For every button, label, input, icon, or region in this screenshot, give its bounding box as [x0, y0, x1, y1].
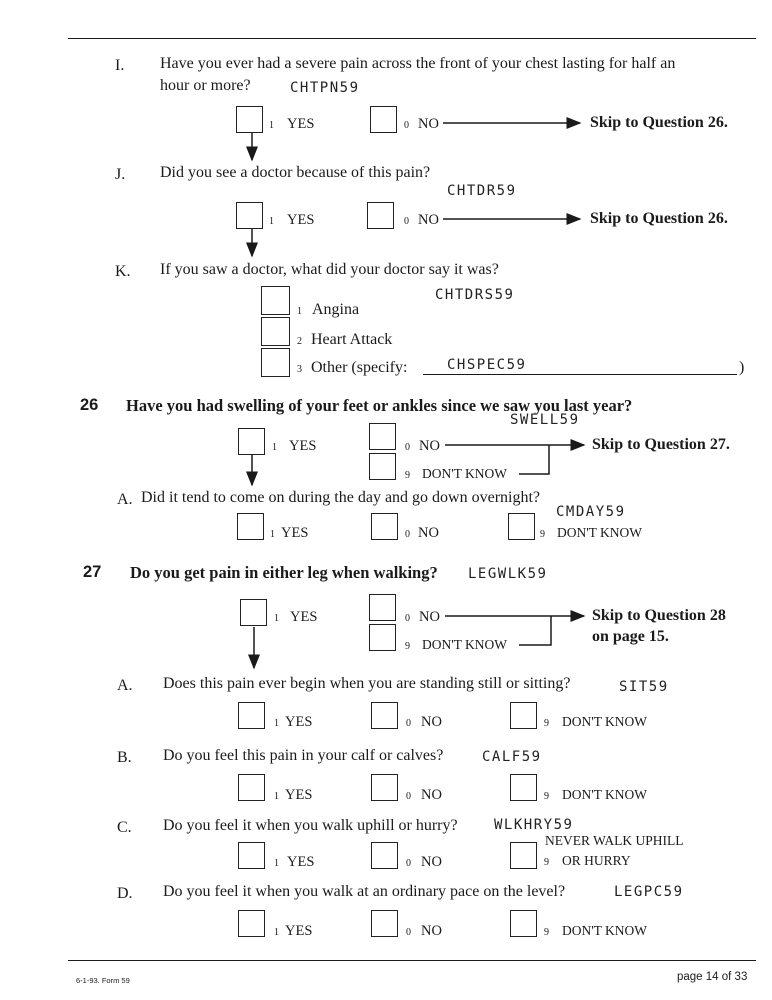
- q-i-yes-label: YES: [287, 116, 315, 132]
- q27-yes-label: YES: [290, 609, 318, 625]
- q27a-no-checkbox[interactable]: [371, 702, 398, 729]
- q27a-yes-code: 1: [274, 718, 279, 729]
- q-k-heart-attack-checkbox[interactable]: [261, 317, 290, 346]
- q27c-yes-code: 1: [274, 858, 279, 869]
- q-k-heart-attack-label: Heart Attack: [311, 331, 393, 348]
- q-i-no-checkbox[interactable]: [370, 106, 397, 133]
- q-k-variable: CHTDRS59: [435, 287, 515, 303]
- q27a-dont-know-checkbox[interactable]: [510, 702, 537, 729]
- q27-dont-know-label: DON'T KNOW: [422, 637, 508, 652]
- q27-skip-instruction-line1: Skip to Question 28: [592, 607, 726, 624]
- q-k-letter: K.: [115, 263, 131, 280]
- q-k-angina-code: 1: [297, 306, 302, 317]
- q-i-no-code: 0: [404, 120, 409, 131]
- q-j-variable: CHTDR59: [447, 183, 517, 199]
- q26-dont-know-checkbox[interactable]: [369, 453, 396, 480]
- q27c-no-label: NO: [421, 854, 442, 870]
- q27c-no-code: 0: [406, 858, 411, 869]
- q27-dont-know-checkbox[interactable]: [369, 624, 396, 651]
- q26-dont-know-code: 9: [405, 470, 410, 481]
- q27d-no-checkbox[interactable]: [371, 910, 398, 937]
- q27b-yes-code: 1: [274, 791, 279, 802]
- q27a-variable: SIT59: [619, 679, 669, 695]
- q-j-yes-checkbox[interactable]: [236, 202, 263, 229]
- q27b-dont-know-label: DON'T KNOW: [562, 787, 648, 802]
- q27a-dont-know-code: 9: [544, 718, 549, 729]
- q27-skip-instruction-line2: on page 15.: [592, 628, 669, 645]
- q26-variable: SWELL59: [510, 412, 580, 428]
- q-i-yes-checkbox[interactable]: [236, 106, 263, 133]
- q27-yes-checkbox[interactable]: [240, 599, 267, 626]
- footer-page-number: page 14 of 33: [677, 971, 748, 983]
- q26-text: Have you had swelling of your feet or ankles since we saw you last year?: [126, 396, 633, 415]
- q26-skip-instruction: Skip to Question 27.: [592, 436, 730, 453]
- q-i-text-line1: Have you ever had a severe pain across the front of your chest lasting for half an: [160, 55, 676, 72]
- q27-no-checkbox[interactable]: [369, 594, 396, 621]
- q27b-letter: B.: [117, 749, 132, 766]
- q-i-no-label: NO: [418, 116, 439, 132]
- q-j-text: Did you see a doctor because of this pain?: [160, 164, 431, 181]
- q27a-yes-label: YES: [285, 714, 313, 730]
- q27-text: Do you get pain in either leg when walking?: [130, 563, 438, 582]
- q27c-never-walk-code: 9: [544, 857, 549, 868]
- q27c-variable: WLKHRY59: [494, 817, 574, 833]
- q-k-heart-attack-code: 2: [297, 336, 302, 347]
- q27c-letter: C.: [117, 819, 132, 836]
- q27d-yes-code: 1: [274, 927, 279, 938]
- q27c-no-checkbox[interactable]: [371, 842, 398, 869]
- q26-dont-know-label: DON'T KNOW: [422, 466, 508, 481]
- q27a-dont-know-label: DON'T KNOW: [562, 714, 648, 729]
- q-i-skip-instruction: Skip to Question 26.: [590, 114, 728, 131]
- q27d-dont-know-code: 9: [544, 927, 549, 938]
- q27c-never-walk-checkbox[interactable]: [510, 842, 537, 869]
- q27a-yes-checkbox[interactable]: [238, 702, 265, 729]
- q26a-yes-label: YES: [281, 525, 309, 541]
- q27c-yes-label: YES: [287, 854, 315, 870]
- q27d-no-code: 0: [406, 927, 411, 938]
- q-k-other-checkbox[interactable]: [261, 348, 290, 377]
- q26a-variable: CMDAY59: [556, 504, 626, 520]
- q27d-dont-know-label: DON'T KNOW: [562, 923, 648, 938]
- q27c-text: Do you feel it when you walk uphill or hurry?: [163, 817, 458, 834]
- q26a-yes-code: 1: [270, 529, 275, 540]
- q26a-no-checkbox[interactable]: [371, 513, 398, 540]
- q-k-specify-variable: CHSPEC59: [447, 357, 527, 373]
- q-k-text: If you saw a doctor, what did your doctor say it was?: [160, 261, 499, 278]
- q27d-variable: LEGPC59: [614, 884, 684, 900]
- q-k-other-code: 3: [297, 364, 302, 375]
- q26a-no-code: 0: [405, 529, 410, 540]
- q26-yes-code: 1: [272, 442, 277, 453]
- q27b-no-label: NO: [421, 787, 442, 803]
- q27-variable: LEGWLK59: [468, 566, 548, 582]
- q26a-dont-know-label: DON'T KNOW: [557, 525, 643, 540]
- q26-no-label: NO: [419, 438, 440, 454]
- q26a-dont-know-checkbox[interactable]: [508, 513, 535, 540]
- q-k-specify-line: [423, 374, 737, 375]
- q27c-never-walk-label-line1: NEVER WALK UPHILL: [545, 833, 684, 848]
- q-j-no-checkbox[interactable]: [367, 202, 394, 229]
- q26-no-code: 0: [405, 442, 410, 453]
- q26a-text: Did it tend to come on during the day and go down overnight?: [141, 489, 541, 506]
- q27a-text: Does this pain ever begin when you are standing still or sitting?: [163, 675, 571, 692]
- q27b-yes-label: YES: [285, 787, 313, 803]
- footer-form-id: 6-1-93. Form 59: [76, 976, 130, 985]
- q27b-variable: CALF59: [482, 749, 542, 765]
- q-k-other-label: Other (specify:: [311, 359, 408, 376]
- q26a-letter: A.: [117, 491, 133, 508]
- q27b-yes-checkbox[interactable]: [238, 774, 265, 801]
- q-j-no-label: NO: [418, 212, 439, 228]
- q27-number: 27: [83, 563, 102, 581]
- q-i-yes-code: 1: [269, 120, 274, 131]
- q27c-yes-checkbox[interactable]: [238, 842, 265, 869]
- q26a-yes-checkbox[interactable]: [237, 513, 264, 540]
- q27d-no-label: NO: [421, 923, 442, 939]
- q-j-skip-instruction: Skip to Question 26.: [590, 210, 728, 227]
- q27-no-label: NO: [419, 609, 440, 625]
- q27a-no-label: NO: [421, 714, 442, 730]
- q27-yes-code: 1: [274, 613, 279, 624]
- q-j-yes-label: YES: [287, 212, 315, 228]
- q26-number: 26: [80, 396, 99, 414]
- q-i-variable: CHTPN59: [290, 80, 360, 96]
- q26a-dont-know-code: 9: [540, 529, 545, 540]
- q-k-angina-checkbox[interactable]: [261, 286, 290, 315]
- q27c-never-walk-label-line2: OR HURRY: [562, 853, 631, 868]
- q-k-angina-label: Angina: [312, 301, 360, 318]
- q27b-dont-know-checkbox[interactable]: [510, 774, 537, 801]
- q27b-no-checkbox[interactable]: [371, 774, 398, 801]
- q-j-no-code: 0: [404, 216, 409, 227]
- q27b-text: Do you feel this pain in your calf or calves?: [163, 747, 444, 764]
- q27-no-code: 0: [405, 613, 410, 624]
- q-j-yes-code: 1: [269, 216, 274, 227]
- q-k-close-paren: ): [739, 359, 745, 376]
- q26-no-checkbox[interactable]: [369, 423, 396, 450]
- q27b-dont-know-code: 9: [544, 791, 549, 802]
- footer-rule: [68, 960, 756, 961]
- q26-yes-checkbox[interactable]: [238, 428, 265, 455]
- q27d-yes-label: YES: [285, 923, 313, 939]
- q27d-yes-checkbox[interactable]: [238, 910, 265, 937]
- q27d-text: Do you feel it when you walk at an ordinary pace on the level?: [163, 883, 566, 900]
- q-j-letter: J.: [115, 166, 126, 183]
- q27d-dont-know-checkbox[interactable]: [510, 910, 537, 937]
- q27b-no-code: 0: [406, 791, 411, 802]
- q26a-no-label: NO: [418, 525, 439, 541]
- q27-dont-know-code: 9: [405, 641, 410, 652]
- q27a-no-code: 0: [406, 718, 411, 729]
- q-i-text-line2: hour or more?: [160, 77, 251, 94]
- q26-yes-label: YES: [289, 438, 317, 454]
- q27a-letter: A.: [117, 677, 133, 694]
- q27d-letter: D.: [117, 885, 133, 902]
- q-i-letter: I.: [115, 57, 125, 74]
